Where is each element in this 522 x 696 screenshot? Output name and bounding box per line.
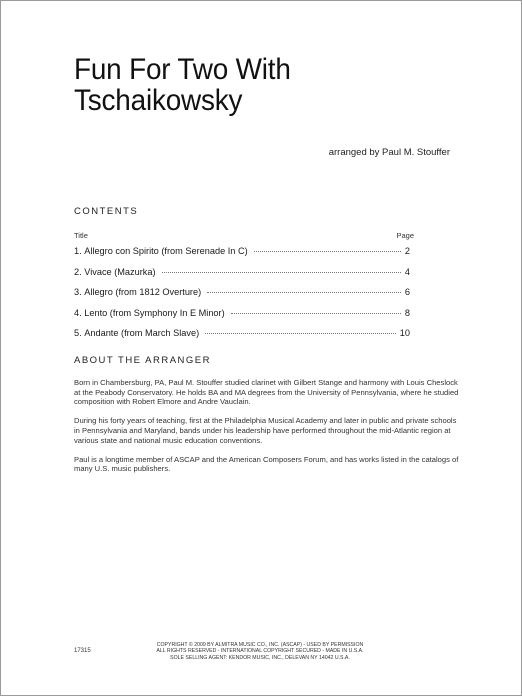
toc-title-column-header: Title — [74, 231, 88, 240]
title-line-2: Tschaikowsky — [74, 84, 243, 117]
catalog-number: 17315 — [74, 648, 91, 654]
copyright-line: ALL RIGHTS RESERVED - INTERNATIONAL COPYRIGHT SECURED - MADE IN U.S.A. — [156, 648, 364, 655]
toc-item-page: 8 — [404, 307, 410, 318]
about-paragraph: Paul is a longtime member of ASCAP and the American Composers Forum, and has works listed in the catalogs of many U.S. music publishers. — [74, 454, 459, 474]
toc-item-page: 6 — [404, 287, 410, 297]
copyright-line: COPYRIGHT © 2009 BY ALMITRA MUSIC CO., INC. (ASCAP) - USED BY PERMISSION — [156, 642, 364, 648]
toc-item-number: 4. — [74, 307, 82, 318]
copyright-line: SOLE SELLING AGENT: KENDOR MUSIC, INC., DELEVAN NY 14042 U.S.A. — [170, 654, 350, 661]
about-paragraph: Born in Chambersburg, PA, Paul M. Stouffer studied clarinet with Gilbert Stange and harmony with Louis Cheslock at the Peabody Conservatory. He holds BA and MA degrees from the University of Pennsylvania, where he studied composition with Robert Elmore and Andre Vauclain. — [74, 378, 459, 407]
toc-item — [74, 328, 410, 349]
dot-leader — [205, 333, 396, 334]
dot-leader — [207, 292, 401, 293]
about-the-arranger-body — [74, 378, 464, 484]
toc-item-number: 3. — [74, 287, 82, 297]
toc-item-number: 2. — [74, 266, 82, 277]
toc-item-title: Lento (from Symphony In E Minor) — [84, 307, 225, 318]
about-heading: ABOUT THE ARRANGER — [74, 355, 211, 366]
toc-item — [74, 246, 410, 267]
toc-column-headers — [74, 231, 414, 240]
toc-item-page: 10 — [399, 328, 410, 338]
toc-item-title: Allegro (from 1812 Overture) — [84, 287, 202, 297]
copyright-notice — [130, 642, 390, 661]
table-of-contents — [74, 246, 410, 349]
title-line-1: Fun For Two With — [74, 53, 291, 86]
toc-item — [74, 287, 410, 308]
about-paragraph: During his forty years of teaching, first at the Philadelphia Musical Academy and later in public and private schools in Pennsylvania and Maryland, bands under his leadership have performed throughout the mid-Atlantic region at various state and national music education conventions. — [74, 416, 457, 445]
toc-item-title: Vivace (Mazurka) — [84, 266, 156, 277]
toc-item-page: 2 — [404, 246, 410, 256]
toc-item — [74, 308, 410, 329]
arranger-credit: arranged by Paul M. Stouffer — [328, 147, 450, 158]
toc-item-number: 1. — [74, 246, 82, 256]
toc-item-title: Andante (from March Slave) — [84, 328, 200, 338]
dot-leader — [162, 272, 401, 273]
dot-leader — [254, 251, 401, 252]
toc-page-column-header: Page — [396, 231, 414, 240]
page-title — [74, 54, 372, 116]
toc-item-number: 5. — [74, 328, 82, 338]
toc-item-title: Allegro con Spirito (from Serenade In C) — [84, 246, 248, 256]
dot-leader — [231, 313, 401, 314]
toc-item — [74, 267, 410, 288]
contents-heading: CONTENTS — [74, 206, 139, 217]
toc-item-page: 4 — [404, 266, 410, 277]
